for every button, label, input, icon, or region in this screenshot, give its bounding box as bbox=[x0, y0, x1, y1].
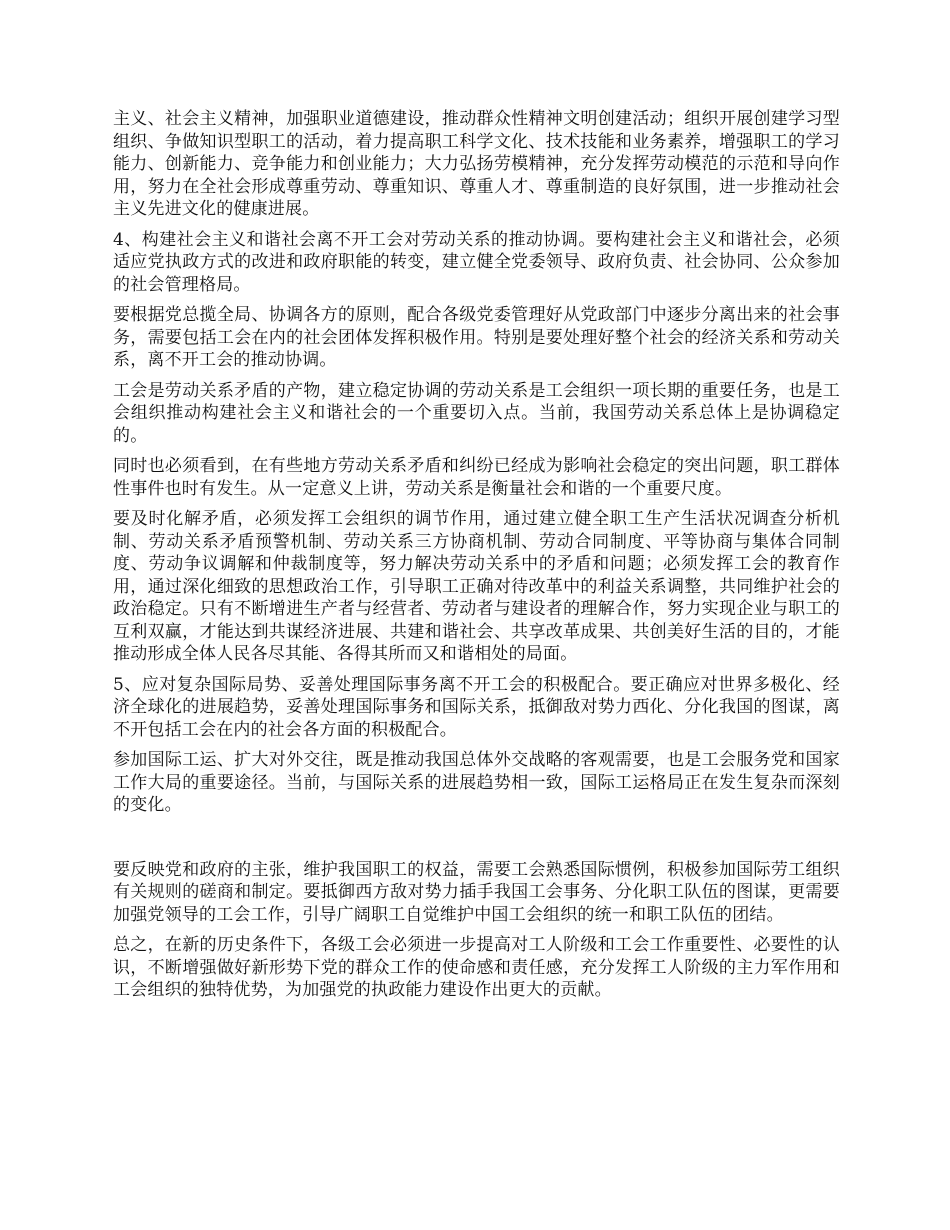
paragraph-social-stability: 同时也必须看到，在有些地方劳动关系矛盾和纠纷已经成为影响社会稳定的突出问题，职工群体性事件也时有发生。从一定意义上讲，劳动关系是衡量社会和谐的一个重要尺度。 bbox=[113, 456, 840, 499]
document-body bbox=[113, 108, 840, 1010]
paragraph-point-5: 5、应对复杂国际局势、妥善处理国际事务离不开工会的积极配合。要正确应对世界多极化、经济全球化的进展趋势，妥善处理国际事务和国际关系，抵御敌对势力西化、分化我国的图谋，离不开包括工会在内的社会各方面的积极配合。 bbox=[113, 674, 840, 740]
paragraph-party-coordination: 要根据党总揽全局、协调各方的原则，配合各级党委管理好从党政部门中逐步分离出来的社会事务，需要包括工会在内的社会团体发挥积极作用。特别是要处理好整个社会的经济关系和劳动关系，离不开工会的推动协调。 bbox=[113, 305, 840, 370]
paragraph-socialist-culture: 主义、社会主义精神，加强职业道德建设，推动群众性精神文明创建活动；组织开展创建学习型组织、争做知识型职工的活动，着力提高职工科学文化、技术技能和业务素养，增强职工的学习能力、创新能力、竞争能力和创业能力；大力弘扬劳模精神，充分发挥劳动模范的示范和导向作用，努力在全社会形成尊重劳动、尊重知识、尊重人才、尊重制造的良好氛围，进一步推动社会主义先进文化的健康进展。 bbox=[113, 109, 840, 219]
paragraph-conclusion: 总之，在新的历史条件下，各级工会必须进一步提高对工人阶级和工会工作重要性、必要性的认识，不断增强做好新形势下党的群众工作的使命感和责任感，充分发挥工人阶级的主力军作用和工会组织的独特优势，为加强党的执政能力建设作出更大的贡献。 bbox=[113, 935, 840, 1000]
paragraph-labor-relations: 工会是劳动关系矛盾的产物，建立稳定协调的劳动关系是工会组织一项长期的重要任务，也是工会组织推动构建社会主义和谐社会的一个重要切入点。当前，我国劳动关系总体上是协调稳定的。 bbox=[113, 380, 840, 446]
paragraph-worker-rights: 要反映党和政府的主张，维护我国职工的权益，需要工会熟悉国际惯例，积极参加国际劳工组织有关规则的磋商和制定。要抵御西方敌对势力插手我国工会事务、分化职工队伍的图谋，更需要加强党领导的工会工作，引导广阔职工自觉维护中国工会组织的统一和职工队伍的团结。 bbox=[113, 859, 840, 925]
paragraph-resolve-conflicts: 要及时化解矛盾，必须发挥工会组织的调节作用，通过建立健全职工生产生活状况调查分析机制、劳动关系矛盾预警机制、劳动关系三方协商机制、劳动合同制度、平等协商与集体合同制度、劳动争议调解和仲裁制度等，努力解决劳动关系中的矛盾和问题；必须发挥工会的教育作用，通过深化细致的思想政治工作，引导职工正确对待改革中的利益关系调整，共同维护社会的政治稳定。只有不断增进生产者与经营者、劳动者与建设者的理解合作，努力实现企业与职工的互利双赢，才能达到共谋经济进展、共建和谐社会、共享改革成果、共创美好生活的目的，才能推动形成全体人民各尽其能、各得其所而又和谐相处的局面。 bbox=[113, 509, 840, 664]
paragraph-point-4: 4、构建社会主义和谐社会离不开工会对劳动关系的推动协调。要构建社会主义和谐社会，必须适应党执政方式的改进和政府职能的转变，建立健全党委领导、政府负责、社会协同、公众参加的社会管理格局。 bbox=[113, 229, 840, 295]
paragraph-international-labor: 参加国际工运、扩大对外交往，既是推动我国总体外交战略的客观需要，也是工会服务党和国家工作大局的重要途径。当前，与国际关系的进展趋势相一致，国际工运格局正在发生复杂而深刻的变化。 bbox=[113, 750, 840, 815]
